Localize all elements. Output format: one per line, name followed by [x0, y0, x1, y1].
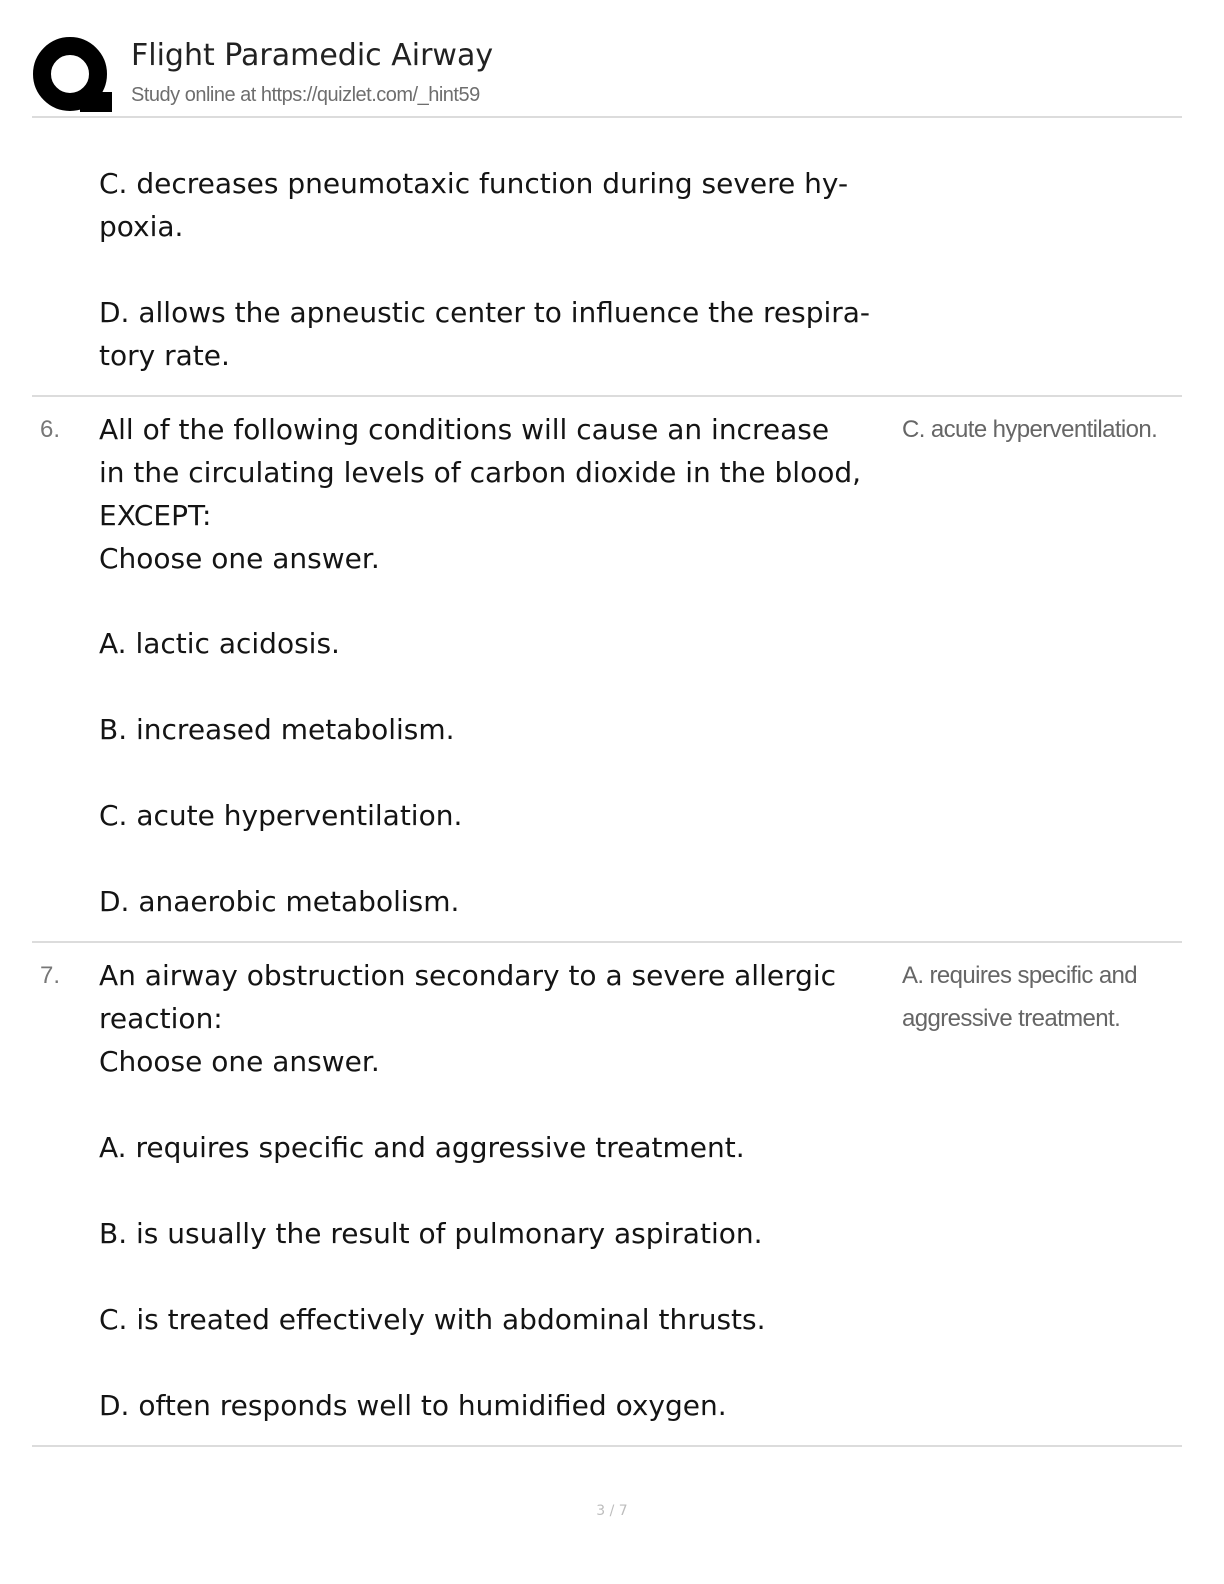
card-divider	[32, 1445, 1182, 1447]
answer-option: B. increased metabolism.	[99, 713, 455, 746]
question-line: All of the following conditions will cause an increase	[99, 413, 830, 446]
card-number: 6.	[40, 416, 61, 443]
card-divider	[32, 941, 1182, 943]
page-title: Flight Paramedic Airway	[131, 38, 494, 73]
question-line: EXCEPT:	[99, 499, 212, 532]
option-line: D. allows the apneustic center to influence the respira-	[99, 296, 871, 329]
card-answer: C. acute hyperventilation.	[902, 416, 1158, 443]
page-header	[32, 30, 1182, 118]
page-number: 3 / 7	[596, 1503, 628, 1519]
answer-option: D. anaerobic metabolism.	[99, 885, 460, 918]
header-divider	[32, 116, 1182, 118]
question-line: reaction:	[99, 1002, 223, 1035]
answer-option: D. often responds well to humidified oxygen.	[99, 1389, 727, 1422]
card-number: 7.	[40, 962, 61, 989]
question-line: Choose one answer.	[99, 542, 380, 575]
question-line: in the circulating levels of carbon dioxide in the blood,	[99, 456, 862, 489]
answer-option: B. is usually the result of pulmonary aspiration.	[99, 1217, 763, 1250]
card-answer: aggressive treatment.	[902, 1005, 1121, 1032]
question-line: An airway obstruction secondary to a severe allergic	[99, 959, 837, 992]
study-online-link[interactable]: Study online at https://quizlet.com/_hint59	[131, 84, 480, 106]
answer-option: A. requires specific and aggressive treatment.	[99, 1131, 745, 1164]
answer-option: A. lactic acidosis.	[99, 627, 340, 660]
option-line: tory rate.	[99, 339, 230, 372]
answer-option: C. acute hyperventilation.	[99, 799, 463, 832]
question-line: Choose one answer.	[99, 1045, 380, 1078]
quizlet-logo-icon	[32, 34, 114, 116]
card-divider	[32, 395, 1182, 397]
option-line: poxia.	[99, 210, 184, 243]
answer-option: C. is treated effectively with abdominal thrusts.	[99, 1303, 766, 1336]
card-answer: A. requires specific and	[902, 962, 1138, 989]
option-line: C. decreases pneumotaxic function during severe hy-	[99, 167, 849, 200]
